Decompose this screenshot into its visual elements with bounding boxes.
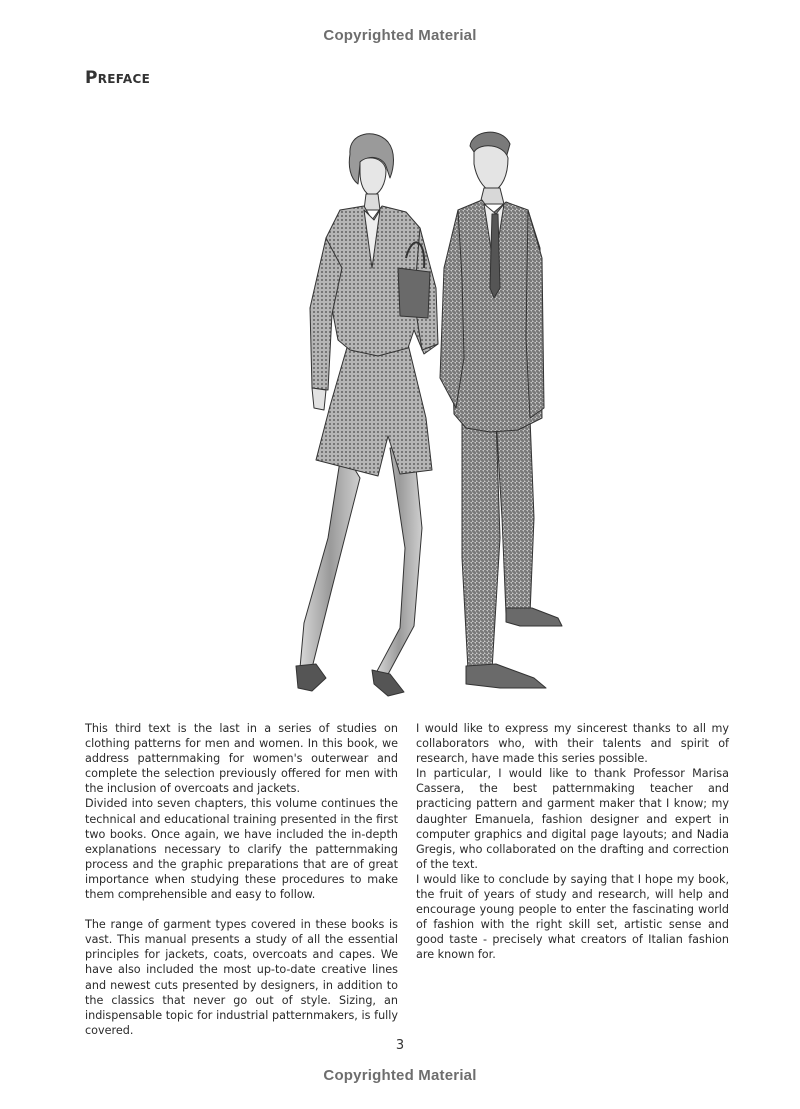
man-figure: [440, 132, 562, 688]
fashion-illustration: [200, 118, 600, 703]
copyright-watermark-bottom: Copyrighted Material: [323, 1067, 477, 1084]
page-title: Preface: [85, 68, 151, 88]
page-number: 3: [395, 1038, 405, 1053]
right-paragraph-1: I would like to express my sincerest thanks to all my collaborators who, with their talents and spirit of research, have made this series possible.: [416, 722, 729, 766]
copyright-watermark-top: Copyrighted Material: [323, 27, 477, 44]
text-column-right: [416, 721, 729, 963]
left-paragraph-2: Divided into seven chapters, this volume continues the technical and educational training presented in the first two books. Once again, we have included the in-depth explanations necessary to clarify the patternmaking process and the graphic preparations that are of great importance when studying these procedures to make them comprehensible and easy to follow.: [85, 797, 398, 902]
woman-figure: [296, 134, 438, 696]
text-column-left: [85, 721, 398, 1038]
left-paragraph-3: The range of garment types covered in these books is vast. This manual presents a study of all the essential principles for jackets, coats, overcoats and capes. We have also included the most up-to-date creative lines and newest cuts presented by designers, in addition to the classics that never go out of style. Sizing, an indispensable topic for industrial patternmakers, is fully covered.: [85, 918, 398, 1037]
right-paragraph-2: In particular, I would like to thank Professor Marisa Cassera, the best patternmaking teacher and practicing pattern and garment maker that I know; my daughter Emanuela, fashion designer and expert in computer graphics and digital page layouts; and Nadia Gregis, who collaborated on the drafting and correction of the text.: [416, 767, 729, 871]
right-paragraph-3: I would like to conclude by saying that I hope my book, the fruit of years of study and research, will help and encourage young people to enter the fascinating world of fashion with the right skill set, artistic sense and good taste - precisely what creators of Italian fashion are known for.: [416, 872, 729, 962]
left-paragraph-1: This third text is the last in a series of studies on clothing patterns for men and women. In this book, we address patternmaking for women's outerwear and complete the selection previously offered for men with the inclusion of overcoats and jackets.: [85, 722, 398, 796]
